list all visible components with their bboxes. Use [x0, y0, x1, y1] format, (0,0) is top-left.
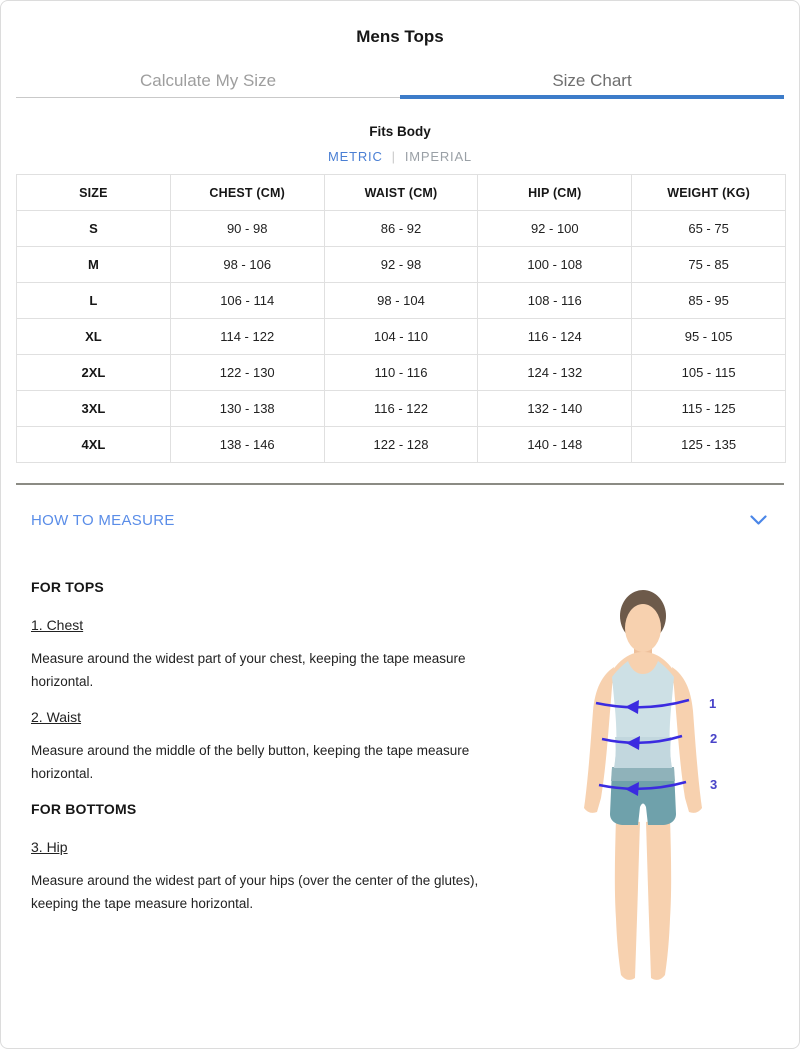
male-body-illustration	[566, 589, 726, 989]
range-cell: 130 - 138	[170, 391, 324, 427]
figure-right-arm	[672, 667, 702, 813]
measure-step-label: 1. Chest	[31, 617, 84, 633]
size-label-cell: S	[17, 211, 171, 247]
column-header: CHEST (CM)	[170, 175, 324, 211]
unit-toggle	[1, 149, 799, 164]
range-cell: 110 - 116	[324, 355, 478, 391]
size-table-head-row	[17, 175, 786, 211]
range-cell: 122 - 130	[170, 355, 324, 391]
tab-baseline	[16, 97, 400, 98]
range-cell: 98 - 106	[170, 247, 324, 283]
size-label-cell: 2XL	[17, 355, 171, 391]
range-cell: 92 - 98	[324, 247, 478, 283]
measure-step-text: Measure around the widest part of your hips (over the center of the glutes), keeping the tape measure horizontal.	[31, 873, 479, 911]
size-table-row	[17, 319, 786, 355]
range-cell: 85 - 95	[632, 283, 786, 319]
tab-bar	[16, 69, 784, 99]
measure-step-text: Measure around the widest part of your chest, keeping the tape measure horizontal.	[31, 651, 466, 689]
range-cell: 104 - 110	[324, 319, 478, 355]
hip-marker-label: 3	[710, 777, 718, 792]
figure-waistband	[611, 767, 675, 781]
measure-step-label: 2. Waist	[31, 709, 82, 725]
size-label-cell: 3XL	[17, 391, 171, 427]
body-measurement-figure	[566, 589, 726, 989]
measure-text-column	[31, 579, 521, 915]
measure-instructions	[1, 529, 799, 999]
figure-left-leg	[615, 817, 640, 980]
size-table-row	[17, 247, 786, 283]
how-to-measure-title: HOW TO MEASURE	[31, 512, 175, 529]
range-cell: 92 - 100	[478, 211, 632, 247]
range-cell: 95 - 105	[632, 319, 786, 355]
range-cell: 138 - 146	[170, 427, 324, 463]
range-cell: 65 - 75	[632, 211, 786, 247]
unit-divider: |	[391, 149, 396, 164]
size-label-cell: M	[17, 247, 171, 283]
column-header: SIZE	[17, 175, 171, 211]
size-table-row	[17, 427, 786, 463]
range-cell: 100 - 108	[478, 247, 632, 283]
page-title: Mens Tops	[356, 27, 444, 46]
range-cell: 124 - 132	[478, 355, 632, 391]
column-header: HIP (CM)	[478, 175, 632, 211]
range-cell: 116 - 122	[324, 391, 478, 427]
range-cell: 90 - 98	[170, 211, 324, 247]
tab-calculate-my-size[interactable]: Calculate My Size	[139, 71, 277, 90]
range-cell: 132 - 140	[478, 391, 632, 427]
active-tab-indicator	[400, 95, 784, 99]
imperial-toggle[interactable]: IMPERIAL	[404, 149, 472, 164]
section-divider	[16, 483, 784, 485]
column-header: WAIST (CM)	[324, 175, 478, 211]
range-cell: 114 - 122	[170, 319, 324, 355]
range-cell: 116 - 124	[478, 319, 632, 355]
metric-toggle[interactable]: METRIC	[328, 149, 383, 164]
measure-step-label: 3. Hip	[31, 839, 68, 855]
column-header: WEIGHT (KG)	[632, 175, 786, 211]
tab-size-chart[interactable]: Size Chart	[552, 71, 632, 90]
range-cell: 106 - 114	[170, 283, 324, 319]
size-table-row	[17, 211, 786, 247]
how-to-measure-toggle[interactable]	[31, 512, 767, 529]
range-cell: 98 - 104	[324, 283, 478, 319]
measure-section-heading: FOR TOPS	[31, 579, 104, 595]
range-cell: 75 - 85	[632, 247, 786, 283]
size-label-cell: XL	[17, 319, 171, 355]
size-table-row	[17, 391, 786, 427]
range-cell: 125 - 135	[632, 427, 786, 463]
fit-type-label: Fits Body	[369, 124, 431, 139]
range-cell: 140 - 148	[478, 427, 632, 463]
size-table	[16, 174, 786, 463]
size-label-cell: 4XL	[17, 427, 171, 463]
figure-face	[625, 604, 661, 652]
chest-marker-label: 1	[709, 696, 717, 711]
range-cell: 115 - 125	[632, 391, 786, 427]
range-cell: 122 - 128	[324, 427, 478, 463]
range-cell: 86 - 92	[324, 211, 478, 247]
chevron-down-icon[interactable]	[750, 515, 767, 526]
range-cell: 108 - 116	[478, 283, 632, 319]
size-label-cell: L	[17, 283, 171, 319]
range-cell: 105 - 115	[632, 355, 786, 391]
waist-marker-label: 2	[710, 731, 718, 746]
size-table-row	[17, 283, 786, 319]
measure-step-text: Measure around the middle of the belly button, keeping the tape measure horizontal.	[31, 743, 470, 781]
measure-section-heading: FOR BOTTOMS	[31, 801, 137, 817]
size-table-row	[17, 355, 786, 391]
figure-right-leg	[646, 817, 671, 980]
